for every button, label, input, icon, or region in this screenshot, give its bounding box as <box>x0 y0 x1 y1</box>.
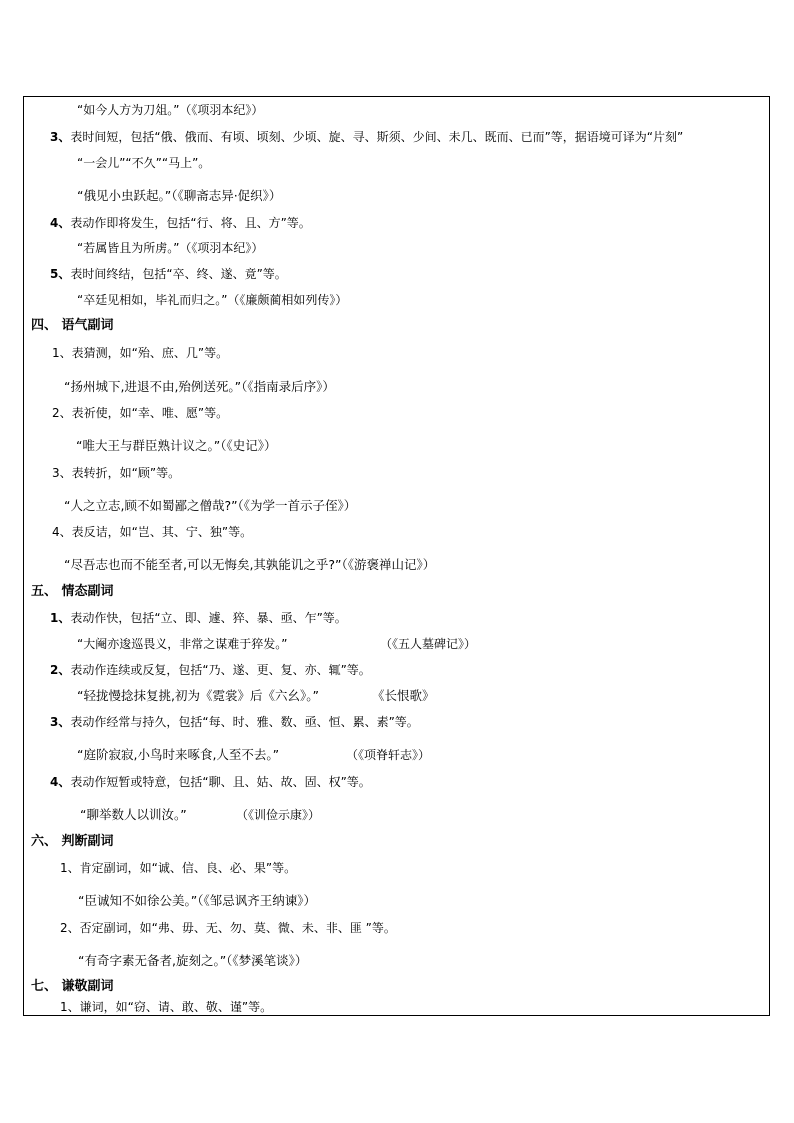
example-quote: “人之立志,顾不如蜀鄙之僧哉?”（《为学一首示子侄》） <box>64 498 357 513</box>
section-heading-6: 六、 判断副词 <box>31 834 114 849</box>
section-heading-4: 四、 语气副词 <box>31 318 114 333</box>
section-heading-5: 五、 情态副词 <box>31 584 114 599</box>
list-item: 4、表反诘，如“岂、其、宁、独”等。 <box>52 525 253 539</box>
example-quote: “有奇字素无备者,旋刻之。”（《梦溪笔谈》） <box>78 953 308 968</box>
list-item: 1、表猜测，如“殆、庶、几”等。 <box>52 346 229 360</box>
example-quote: “俄见小虫跃起。”（《聊斋志异·促织》） <box>77 188 282 203</box>
list-item <box>50 129 683 145</box>
list-item: 2、否定副词，如“弗、毋、无、勿、莫、微、未、非、匪 ”等。 <box>60 921 396 935</box>
example-quote: “扬州城下,进退不由,殆例送死。”（《指南录后序》） <box>64 379 335 394</box>
item-number: 4、 <box>50 775 71 789</box>
section-heading-7: 七、 谦敬副词 <box>31 979 114 994</box>
item-text: 表动作连续或反复，包括“乃、遂、更、复、亦、辄”等。 <box>70 663 371 677</box>
item-number: 3、 <box>50 130 71 144</box>
item-text: 表时间终结，包括“卒、终、遂、竟”等。 <box>70 267 287 281</box>
document-frame <box>23 96 770 1016</box>
item-text: 表时间短，包括“俄、俄而、有顷、顷刻、少顷、旋、寻、斯须、少间、未几、既而、已而”等，据语境可译为“片刻” <box>70 130 684 144</box>
example-source: （《五人墓碑记》） <box>380 637 477 651</box>
item-number: 2、 <box>50 663 71 677</box>
example-source: （《项脊轩志》） <box>346 748 431 762</box>
list-item <box>50 714 419 730</box>
item-number: 4、 <box>50 216 71 230</box>
list-item <box>50 610 347 626</box>
example-source: （《训俭示康》） <box>236 808 321 822</box>
list-item <box>50 266 287 282</box>
example-quote: “如今人方为刀俎。”（《项羽本纪》） <box>77 103 264 117</box>
item-text-continuation: “一会儿”“不久”“马上”。 <box>77 156 211 170</box>
item-text: 表动作即将发生，包括“行、将、且、方”等。 <box>70 216 311 230</box>
example-quote: “大阉亦逡巡畏义，非常之谋难于猝发。” <box>77 637 288 651</box>
item-text: 表动作短暂或特意，包括“聊、且、姑、故、固、权”等。 <box>70 775 371 789</box>
example-quote: “聊举数人以训汝。” <box>80 807 187 822</box>
item-number: 3、 <box>50 715 71 729</box>
item-number: 1、 <box>50 611 71 625</box>
example-quote: “若属皆且为所虏。”（《项羽本纪》） <box>77 241 264 255</box>
list-item: 2、表祈使，如“幸、唯、愿”等。 <box>52 406 229 420</box>
example-quote: “庭阶寂寂,小鸟时来啄食,人至不去。” <box>77 747 280 762</box>
example-quote: “卒廷见相如，毕礼而归之。”（《廉颇蔺相如列传》） <box>77 293 348 307</box>
item-number: 5、 <box>50 267 71 281</box>
list-item <box>50 774 371 790</box>
list-item: 3、表转折，如“顾”等。 <box>52 466 181 480</box>
list-item <box>50 215 311 231</box>
example-quote: “唯大王与群臣熟计议之。”（《史记》） <box>76 438 277 453</box>
list-item <box>50 662 371 678</box>
example-quote: “尽吾志也而不能至者,可以无悔矣,其孰能讥之乎?”（《游褒禅山记》） <box>64 557 436 572</box>
item-text: 表动作快，包括“立、即、遽、猝、暴、亟、乍”等。 <box>70 611 347 625</box>
list-item: 1、谦词，如“窃、请、敢、敬、谨”等。 <box>60 1000 273 1014</box>
example-quote: “轻拢慢捻抹复挑,初为《霓裳》后《六幺》。” <box>77 688 319 703</box>
example-source: 《长恨歌》 <box>372 688 435 703</box>
list-item: 1、肯定副词，如“诚、信、良、必、果”等。 <box>60 861 297 875</box>
item-text: 表动作经常与持久，包括“每、时、雅、数、亟、恒、累、素”等。 <box>70 715 419 729</box>
example-quote: “臣诚知不如徐公美。”（《邹忌讽齐王纳谏》） <box>78 893 316 908</box>
